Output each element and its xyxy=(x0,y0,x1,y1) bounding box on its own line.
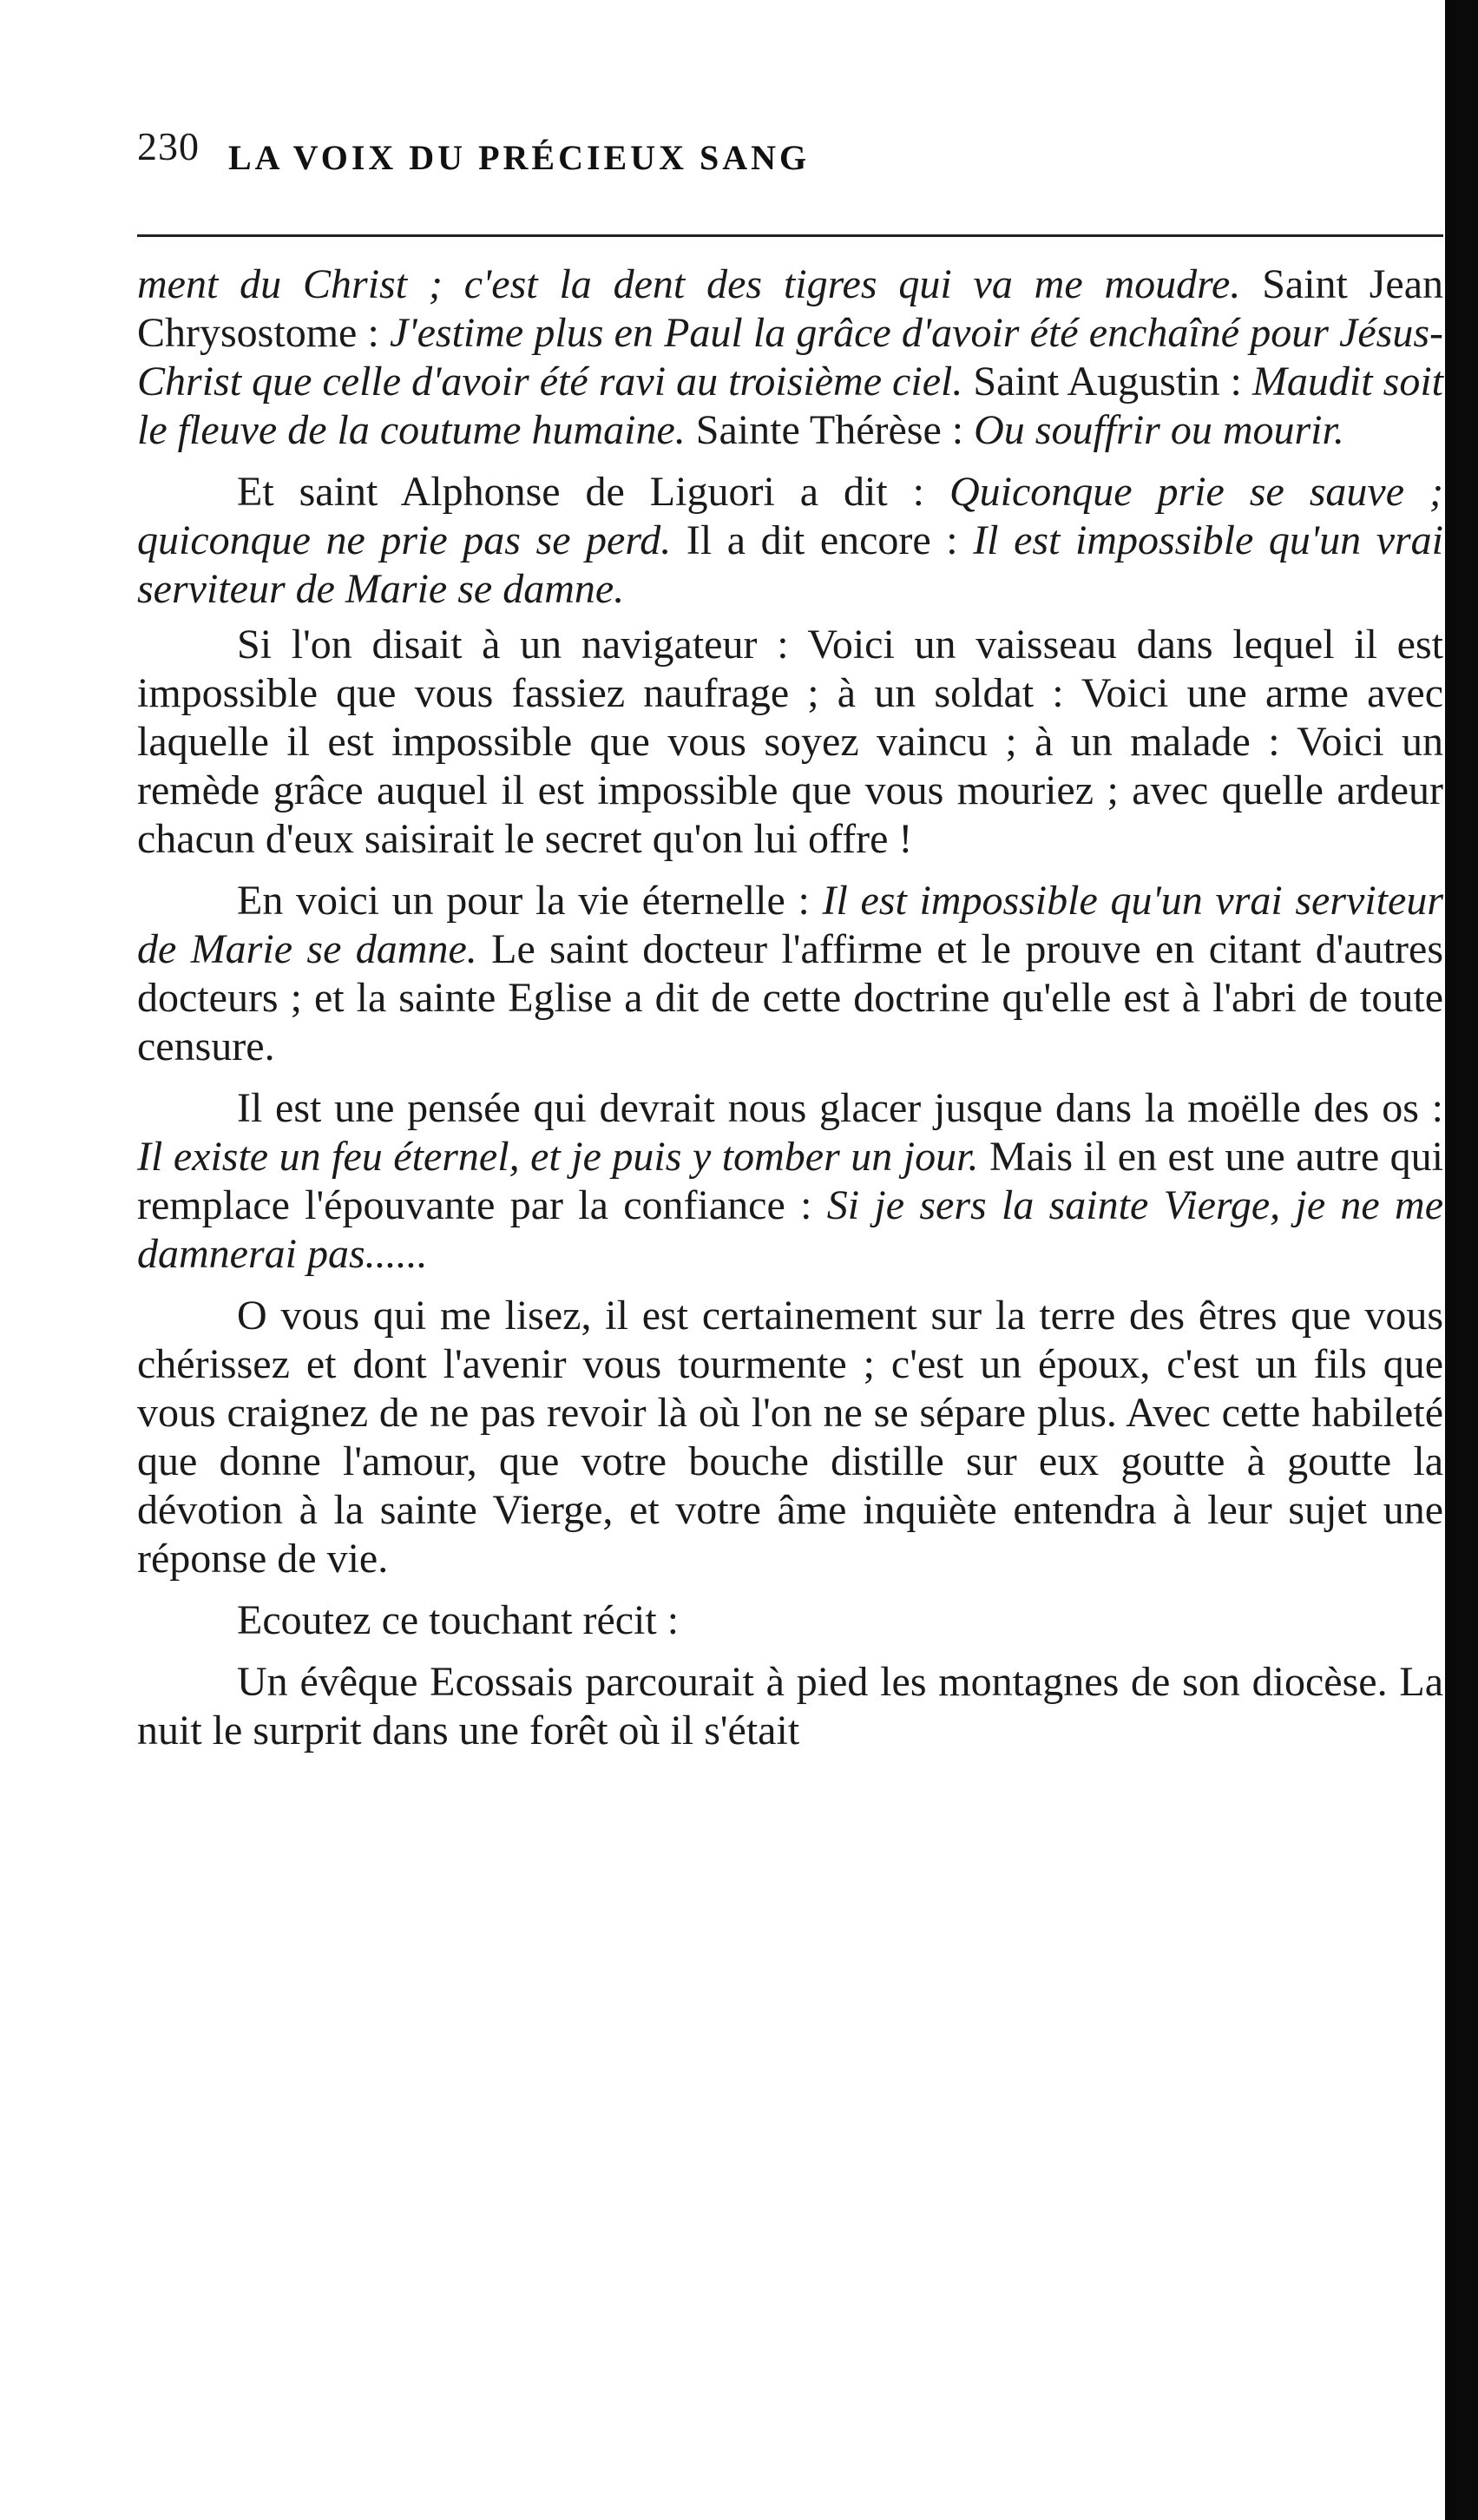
text-run: Ecoutez ce touchant récit : xyxy=(237,1597,680,1643)
text-run: En voici un pour la vie éternelle : xyxy=(237,878,823,924)
paragraph xyxy=(137,1658,1443,1755)
paragraph xyxy=(137,260,1443,455)
quote-text: J'estime plus en Paul la grâce d'avoir été enchaîné pour Jésus-Christ que celle d'avoir été ravi au troisième ciel. xyxy=(137,310,1443,405)
text-run: Le saint docteur l'affirme et le prouve en citant d'autres docteurs ; et la sainte Eglise a dit de cette doctrine qu'elle est à l'abri de toute censure. xyxy=(137,926,1444,1069)
text-run: Et saint Alphonse de Liguori a dit : xyxy=(237,469,949,515)
text-run: Saint Jean Chrysostome : xyxy=(137,261,1443,356)
paragraph xyxy=(137,1596,1443,1645)
body-text xyxy=(137,260,1443,1755)
paragraph xyxy=(137,1292,1443,1583)
text-run: Si l'on disait à un navigateur : Voici un vaisseau dans lequel il est impossible que vous fassiez naufrage ; à un soldat : Voici une arme avec laquelle il est impossible que vous soyez vaincu ; à un malade : Voici un remède grâce auquel il est impossible que vous mouriez ; avec quelle ardeur chacun d'eux saisirait le secret qu'on lui offre ! xyxy=(137,622,1443,862)
header-rule xyxy=(137,234,1443,237)
quote-text: Il est impossible qu'un vrai serviteur de Marie se damne. xyxy=(137,878,1444,972)
quote-text: Si je sers la sainte Vierge, je ne me damnerai pas...... xyxy=(137,1182,1444,1277)
page-edge-shadow xyxy=(1445,0,1478,2520)
quote-text: ment du Christ ; c'est la dent des tigres qui va me moudre. xyxy=(137,261,1241,307)
text-run: Un évêque Ecossais parcourait à pied les montagnes de son diocèse. La nuit le surprit dans une forêt où il s'était xyxy=(137,1659,1443,1753)
quote-text: Quiconque prie se sauve ; quiconque ne prie pas se perd. xyxy=(137,469,1443,563)
paragraph xyxy=(137,1084,1443,1279)
paragraph xyxy=(137,877,1443,1071)
text-run: Il a dit encore : xyxy=(671,517,974,563)
text-run: O vous qui me lisez, il est certainement sur la terre des êtres que vous chérissez et dont l'avenir vous tourmente ; c'est un époux, c'est un fils que vous craignez de ne pas revoir là où l'on ne se sépare plus. Avec cette habileté que donne l'amour, que votre bouche distille sur eux goutte à goutte la dévotion à la sainte Vierge, et votre âme inquiète entendra à leur sujet une réponse de vie. xyxy=(137,1293,1443,1582)
text-run: Saint Augustin : xyxy=(962,359,1252,405)
text-run: Sainte Thérèse : xyxy=(685,407,975,453)
page-number: 230 xyxy=(137,124,200,168)
paragraph xyxy=(137,468,1443,614)
running-title: LA VOIX DU PRÉCIEUX SANG xyxy=(228,138,811,172)
paragraph xyxy=(137,621,1443,864)
quote-text: Maudit soit le fleuve de la coutume humaine. xyxy=(137,359,1443,453)
quote-text: Ou souffrir ou mourir. xyxy=(974,407,1344,453)
text-run: Il est une pensée qui devrait nous glacer jusque dans la moëlle des os : xyxy=(237,1085,1443,1131)
quote-text: Il est impossible qu'un vrai serviteur de Marie se damne. xyxy=(137,517,1444,612)
running-header xyxy=(137,122,1439,191)
text-run: Mais il en est une autre qui remplace l'épouvante par la confiance : xyxy=(137,1134,1443,1228)
quote-text: Il existe un feu éternel, et je puis y tomber un jour. xyxy=(137,1134,979,1180)
